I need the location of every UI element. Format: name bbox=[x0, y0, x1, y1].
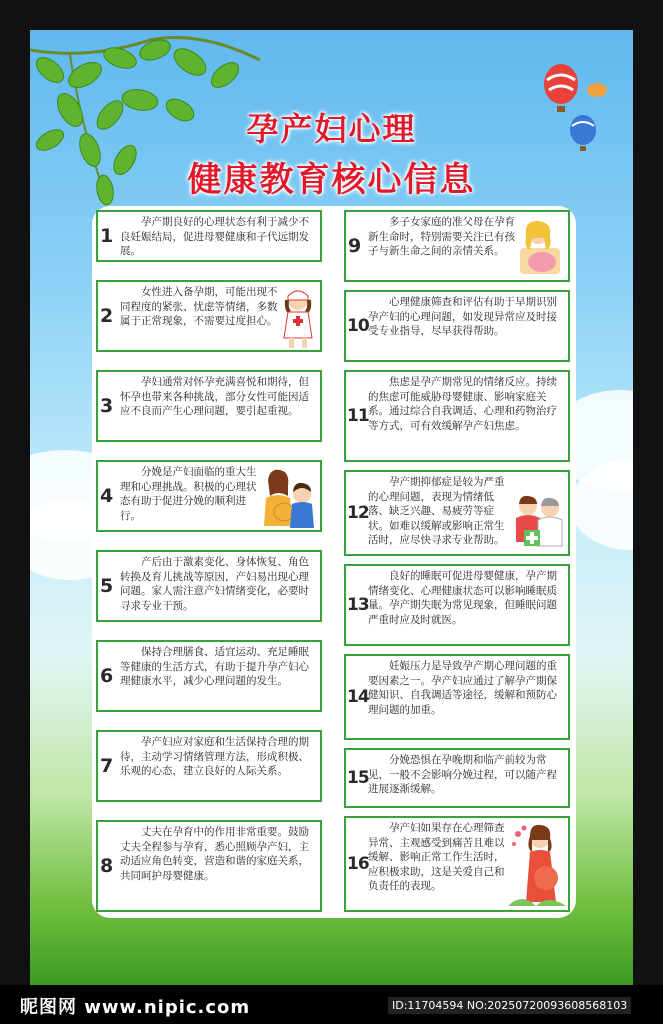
item-number: 1 bbox=[100, 225, 114, 247]
item-text: 分娩是产妇面临的重大生理和心理挑战。积极的心理状态有助于促进分娩的顺利进行。 bbox=[120, 466, 257, 522]
item-number: 9 bbox=[348, 235, 362, 257]
info-item-4 bbox=[96, 460, 322, 532]
item-number: 6 bbox=[100, 665, 114, 687]
info-item-8 bbox=[96, 820, 322, 912]
item-number: 11 bbox=[347, 406, 369, 426]
couple-illustration-icon bbox=[258, 466, 318, 530]
info-item-12 bbox=[344, 470, 570, 556]
item-number: 10 bbox=[347, 316, 369, 336]
item-text: 焦虑是孕产期常见的情绪反应。持续的焦虑可能威胁母婴健康、影响家庭关系。通过综合自我调适、心理和药物治疗等方式，可有效缓解孕产妇焦虑。 bbox=[368, 376, 557, 432]
item-number: 13 bbox=[347, 595, 369, 615]
poster bbox=[30, 30, 633, 985]
item-text: 孕产期抑郁症是较为严重的心理问题，表现为情绪低落、缺乏兴趣、易疲劳等症状。如难以缓解或影响正常生活时，应尽快寻求专业帮助。 bbox=[368, 476, 505, 546]
item-number: 4 bbox=[100, 485, 114, 507]
info-item-14 bbox=[344, 654, 570, 740]
info-item-11 bbox=[344, 370, 570, 462]
item-text: 产后由于激素变化、身体恢复、角色转换及育儿挑战等原因，产妇易出现心理问题。家人需注意产妇情绪变化，必要时寻求专业干预。 bbox=[120, 556, 309, 612]
item-text: 孕产妇应对家庭和生活保持合理的期待，主动学习情绪管理方法，形成积极、乐观的心态，建立良好的人际关系。 bbox=[120, 736, 309, 777]
item-number: 2 bbox=[100, 305, 114, 327]
info-item-16 bbox=[344, 816, 570, 912]
pregnant-woman-illustration-icon bbox=[516, 218, 566, 278]
item-text: 孕产期良好的心理状态有利于减少不良妊娠结局，促进母婴健康和子代远期发展。 bbox=[120, 216, 309, 257]
title-line1: 孕产妇心理 bbox=[246, 110, 417, 148]
info-item-13 bbox=[344, 564, 570, 646]
item-text: 女性进入备孕期，可能出现不同程度的紧张、忧虑等情绪，多数属于正常现象，不需要过度担心。 bbox=[120, 286, 278, 327]
item-number: 12 bbox=[347, 503, 369, 523]
info-item-6 bbox=[96, 640, 322, 712]
footer-id: ID:11704594 NO:20250720093608568103 bbox=[388, 997, 631, 1014]
item-number: 14 bbox=[347, 687, 369, 707]
item-text: 孕妇通常对怀孕充满喜悦和期待，但怀孕也带来各种挑战，部分女性可能因适应不良而产生心理问题，要引起重视。 bbox=[120, 376, 309, 417]
doctor-patient-illustration-icon bbox=[512, 492, 566, 552]
info-item-3 bbox=[96, 370, 322, 442]
item-text: 多子女家庭的准父母在孕育新生命时，特别需要关注已有孩子与新生命之间的亲情关系。 bbox=[368, 216, 515, 257]
item-text: 分娩恐惧在孕晚期和临产前较为常见，一般不会影响分娩过程，可以随产程进展逐渐缓解。 bbox=[368, 754, 557, 795]
item-text: 良好的睡眠可促进母婴健康，孕产期情绪变化、心理健康状态可以影响睡眠质量。孕产期失眠为常见现象，但睡眠问题严重时应及时就医。 bbox=[368, 570, 557, 626]
item-text: 丈夫在孕育中的作用非常重要。鼓励丈夫全程参与孕育，悉心照顾孕产妇，主动适应角色转变，营造和谐的家庭关系，共同呵护母婴健康。 bbox=[120, 826, 309, 882]
item-text: 心理健康筛查和评估有助于早期识别孕产妇的心理问题，如发现异常应及时接受专业指导，尽早获得帮助。 bbox=[368, 296, 557, 337]
item-number: 16 bbox=[347, 854, 369, 874]
item-text: 孕产妇如果存在心理筛查异常、主观感受到痛苦且难以缓解、影响正常工作生活时，应积极求助，这是关爱自己和负责任的表现。 bbox=[368, 822, 505, 892]
info-item-7 bbox=[96, 730, 322, 802]
info-item-5 bbox=[96, 550, 322, 622]
footer-logo: 昵图网 www.nipic.com bbox=[20, 997, 251, 1018]
info-item-10 bbox=[344, 290, 570, 362]
nurse-illustration-icon bbox=[278, 286, 318, 350]
mother-illustration-icon bbox=[508, 822, 566, 910]
item-number: 15 bbox=[347, 768, 369, 788]
info-item-1 bbox=[96, 210, 322, 262]
content-panel bbox=[92, 206, 576, 918]
item-number: 3 bbox=[100, 395, 114, 417]
item-number: 7 bbox=[100, 755, 114, 777]
info-item-9 bbox=[344, 210, 570, 282]
info-item-15 bbox=[344, 748, 570, 808]
item-text: 妊娠压力是导致孕产期心理问题的重要因素之一。孕产妇应通过了解孕产期保健知识、自我调适等途径，缓解和预防心理问题的加重。 bbox=[368, 660, 557, 716]
info-item-2 bbox=[96, 280, 322, 352]
item-text: 保持合理膳食、适宜运动、充足睡眠等健康的生活方式，有助于提升孕产妇心理健康水平，减少心理问题的发生。 bbox=[120, 646, 309, 687]
item-number: 5 bbox=[100, 575, 114, 597]
item-number: 8 bbox=[100, 855, 114, 877]
footer-bar bbox=[0, 985, 663, 1024]
title-line2: 健康教育核心信息 bbox=[187, 160, 476, 200]
